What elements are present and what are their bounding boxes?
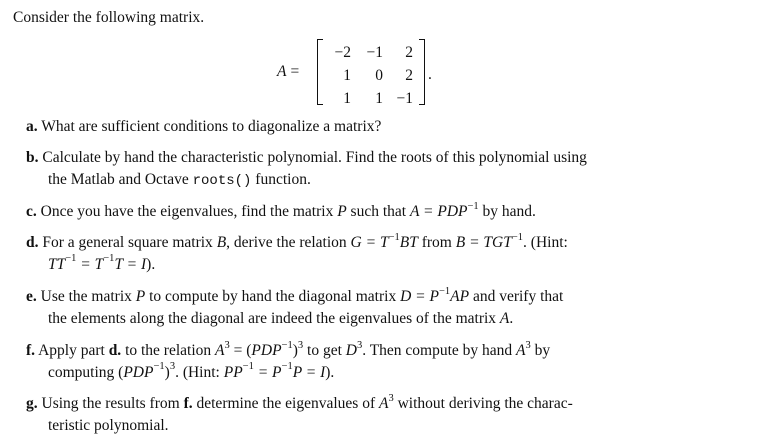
math-var: B (216, 234, 227, 251)
item-label: e. (26, 288, 37, 305)
item-label: d. (26, 234, 39, 251)
item-b (26, 147, 706, 192)
text-run: by hand. (478, 203, 536, 220)
matrix-cell: 2 (405, 66, 413, 84)
matrix-cell: −1 (366, 43, 383, 61)
math-expr: P = I (292, 363, 326, 381)
math-var: A (215, 342, 225, 359)
math-expr: BT (399, 234, 418, 251)
matrix-label (277, 63, 299, 81)
item-continuation (26, 169, 706, 193)
item-a (26, 116, 706, 138)
math-expr: = T (76, 255, 104, 273)
text-run: the Matlab and Octave (48, 170, 193, 188)
math-expr: A = PDP (409, 203, 468, 220)
item-text: What are sufficient conditions to diagonalize a matrix? (41, 118, 382, 135)
part-reference: f. (183, 395, 193, 412)
text-run: , derive the relation (226, 234, 351, 251)
math-expr: AP (450, 288, 470, 305)
intro-text: Consider the following matrix. (13, 9, 205, 26)
math-sup: −1 (242, 361, 254, 373)
text-run: such that (346, 203, 410, 220)
math-var: P (135, 288, 146, 305)
text-run: ). (325, 363, 335, 381)
math-var: A (499, 309, 510, 327)
item-continuation (26, 308, 706, 330)
matrix-cell: 2 (405, 43, 413, 61)
text-run: without deriving the charac- (393, 395, 573, 412)
math-sup: −1 (388, 231, 400, 243)
text-run: determine the eigenvalues of (192, 395, 379, 412)
text-run: to compute by hand the diagonal matrix (145, 288, 401, 305)
math-sup: −1 (281, 361, 293, 373)
math-sup: −1 (467, 200, 479, 212)
text-run: from (417, 234, 456, 251)
matrix-equals: = (290, 63, 300, 80)
matrix-cell: 1 (343, 66, 351, 84)
math-var: A (516, 342, 526, 359)
matrix-cell: −2 (334, 43, 351, 61)
text-run: ). (146, 255, 156, 273)
inline-code: roots() (192, 172, 252, 189)
matrix-cell: 0 (375, 66, 383, 84)
math-sup: −1 (511, 231, 524, 243)
math-expr: = P (253, 363, 282, 381)
math-expr: PDP (123, 363, 154, 381)
text-run: by (530, 342, 551, 359)
matrix-cell: 1 (343, 89, 351, 107)
matrix-right-bracket (419, 39, 425, 105)
matrix-cell: 1 (375, 89, 383, 107)
math-expr: T = I (114, 255, 147, 273)
item-label: b. (26, 149, 39, 166)
math-expr: B = TGT (455, 234, 512, 251)
math-var: A (378, 395, 389, 412)
item-label: a. (26, 118, 38, 135)
math-sup: −1 (438, 285, 451, 297)
item-c (26, 201, 706, 223)
text-run: ) (164, 363, 170, 381)
part-reference: d. (108, 342, 122, 359)
math-expr: PDP (251, 342, 282, 359)
text-run: Apply part (38, 342, 109, 359)
text-run: Using the results from (41, 395, 184, 412)
matrix-name: A (277, 63, 287, 80)
item-label: g. (26, 395, 38, 412)
text-run: = ( (229, 342, 252, 359)
math-sup: −1 (281, 339, 293, 351)
math-sup: −1 (65, 253, 77, 265)
item-f: f. Apply part d. to the relation $A^3 = (PDP^{-1})^3$ to get $D^3$. Then compute by hand $A^3$ by computing $(PDP^{-1})^3$. (Hint: $PP^{-1} = P^{-1}P = I$). (26, 340, 706, 383)
matrix-terminator: . (428, 66, 432, 83)
text-run: . (Hint: (523, 234, 568, 251)
text-run: . Then compute by hand (362, 342, 517, 359)
math-sup: −1 (103, 253, 115, 265)
item-e (26, 286, 706, 329)
item-continuation: teristic polynomial. (48, 416, 169, 434)
matrix-grid (325, 41, 415, 110)
math-var: P (337, 203, 347, 220)
item-label: c. (26, 203, 37, 220)
text-run: function. (251, 170, 311, 188)
text-run: Use the matrix (40, 288, 136, 305)
item-label: f. (26, 342, 36, 359)
math-expr: D = P (400, 288, 439, 305)
text-run: the elements along the diagonal are indeed the eigenvalues of the matrix (48, 309, 500, 327)
text-run: computing ( (48, 363, 124, 381)
math-var: D (345, 342, 357, 359)
matrix-left-bracket (317, 39, 323, 105)
text-run: to the relation (121, 342, 216, 359)
text-run: ) (292, 342, 298, 359)
math-sup: −1 (153, 361, 165, 373)
math-expr: TT (48, 255, 66, 273)
math-expr: G = T (350, 234, 389, 251)
item-continuation (26, 254, 706, 276)
text-run: For a general square matrix (42, 234, 217, 251)
text-run: Once you have the eigenvalues, find the matrix (40, 203, 338, 220)
item-d (26, 232, 706, 275)
matrix-cell: −1 (396, 89, 413, 107)
text-run: . (509, 309, 514, 327)
item-continuation: computing $(PDP^{-1})^3$. (Hint: $PP^{-1} = P^{-1}P = I$). (48, 361, 335, 381)
item-text: Calculate by hand the characteristic polynomial. Find the roots of this polynomial using (42, 149, 587, 166)
text-run: to get (303, 342, 346, 359)
item-g: g. Using the results from f. determine the eigenvalues of $A^3$ without deriving the charac- teristic polynomial. (26, 393, 706, 436)
text-run: . (Hint: (175, 363, 224, 381)
text-run: and verify that (469, 288, 564, 305)
math-expr: PP (223, 363, 243, 381)
